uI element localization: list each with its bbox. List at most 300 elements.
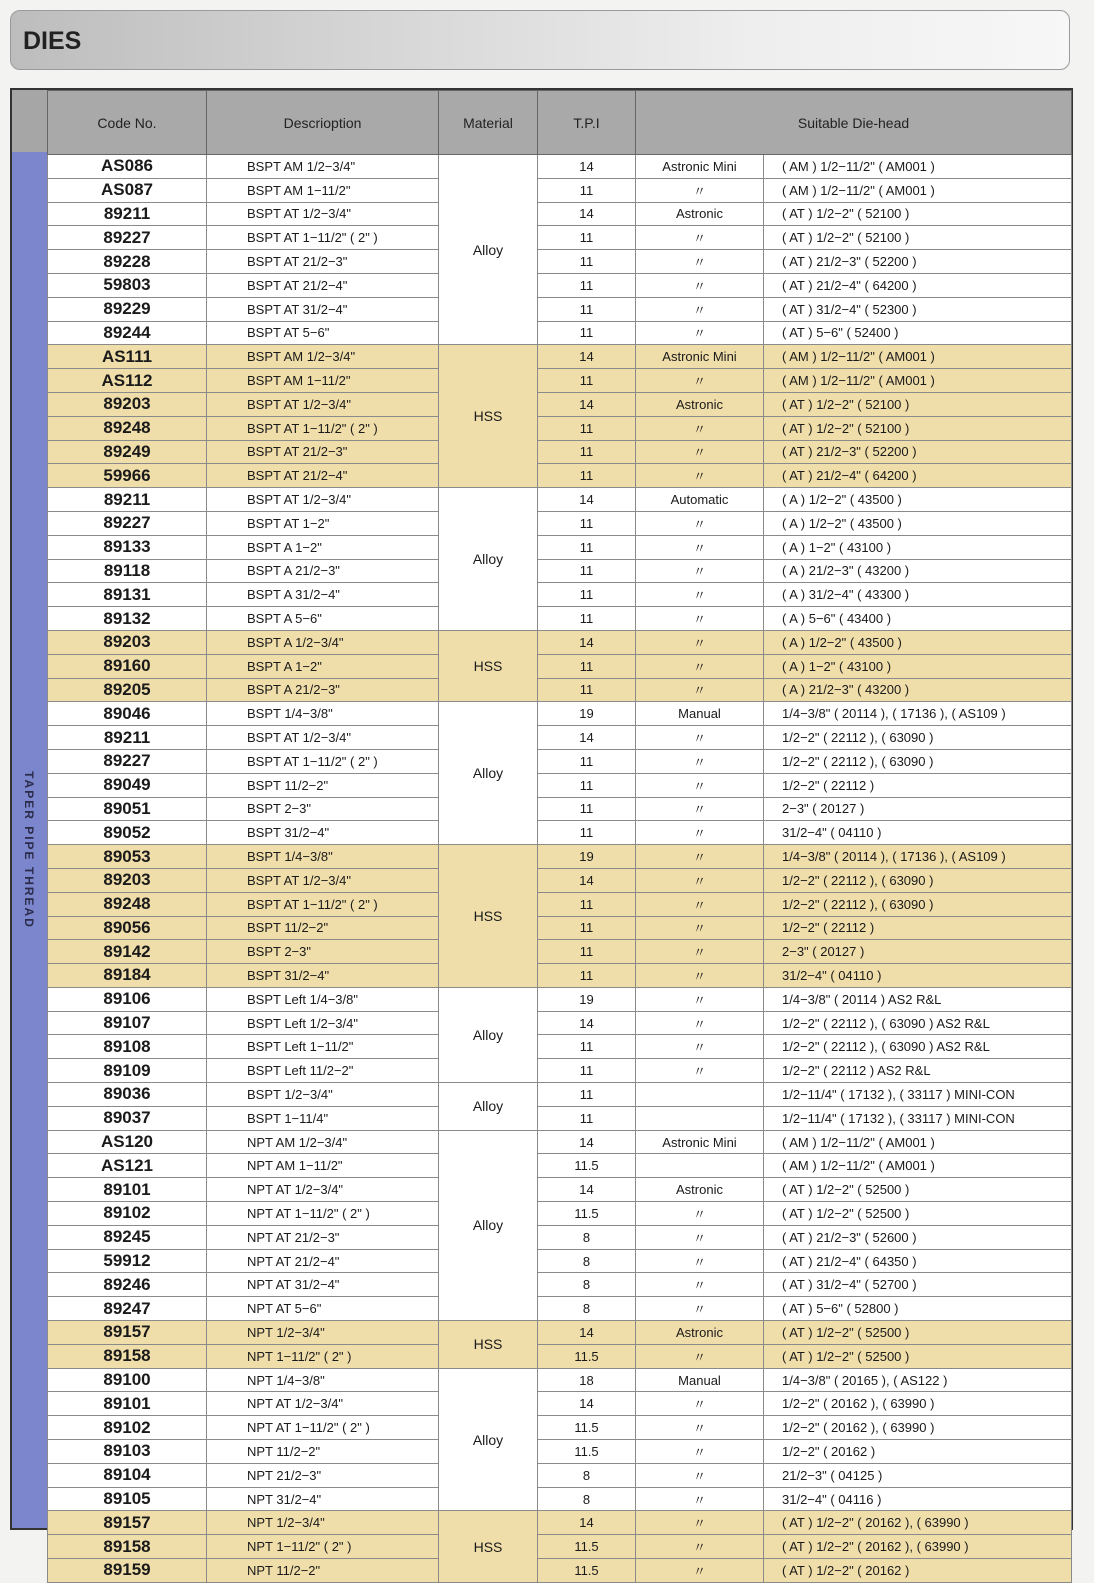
die-head-type-cell: 〃	[636, 773, 764, 797]
tpi-cell: 11	[538, 1059, 636, 1083]
table-row	[48, 821, 1072, 845]
tpi-cell: 11.5	[538, 1440, 636, 1464]
suitable-die-head-cell: 21/2−3" ( 04125 )	[764, 1463, 1072, 1487]
table-row	[48, 726, 1072, 750]
die-head-type-cell: Manual	[636, 1368, 764, 1392]
suitable-die-head-cell: ( AT ) 1/2−2" ( 52100 )	[764, 416, 1072, 440]
code-cell: 89157	[48, 1321, 207, 1345]
tpi-cell: 11	[538, 464, 636, 488]
die-head-type-cell: 〃	[636, 678, 764, 702]
die-head-type-cell: 〃	[636, 321, 764, 345]
code-cell: 89245	[48, 1225, 207, 1249]
die-head-type-cell: 〃	[636, 297, 764, 321]
die-head-type-cell: 〃	[636, 226, 764, 250]
code-cell: 89102	[48, 1202, 207, 1226]
description-cell: NPT 1/2−3/4"	[207, 1511, 439, 1535]
description-cell: BSPT 1/2−3/4"	[207, 1083, 439, 1107]
material-cell: Alloy	[439, 1083, 538, 1131]
table-row	[48, 678, 1072, 702]
suitable-die-head-cell: ( AM ) 1/2−11/2" ( AM001 )	[764, 1130, 1072, 1154]
tpi-cell: 14	[538, 488, 636, 512]
code-cell: AS086	[48, 155, 207, 179]
die-head-type-cell: 〃	[636, 1440, 764, 1464]
suitable-die-head-cell: ( AM ) 1/2−11/2" ( AM001 )	[764, 178, 1072, 202]
suitable-die-head-cell: ( AM ) 1/2−11/2" ( AM001 )	[764, 155, 1072, 179]
code-cell: 89203	[48, 868, 207, 892]
die-head-type-cell	[636, 1083, 764, 1107]
material-cell: Alloy	[439, 488, 538, 631]
tpi-cell: 14	[538, 345, 636, 369]
side-bar	[12, 152, 48, 1528]
code-cell: 89104	[48, 1463, 207, 1487]
description-cell: BSPT Left 1/4−3/8"	[207, 987, 439, 1011]
tpi-cell: 11.5	[538, 1202, 636, 1226]
description-cell: BSPT A 21/2−3"	[207, 559, 439, 583]
die-head-type-cell: 〃	[636, 892, 764, 916]
die-head-type-cell: 〃	[636, 1559, 764, 1583]
tpi-cell: 8	[538, 1249, 636, 1273]
dies-table	[47, 90, 1072, 1583]
suitable-die-head-cell: ( AT ) 1/2−2" ( 52100 )	[764, 392, 1072, 416]
code-cell: 89108	[48, 1035, 207, 1059]
description-cell: BSPT AT 21/2−4"	[207, 273, 439, 297]
die-head-type-cell: 〃	[636, 440, 764, 464]
tpi-cell: 11	[538, 273, 636, 297]
description-cell: BSPT AT 1−11/2" ( 2" )	[207, 226, 439, 250]
suitable-die-head-cell: ( AM ) 1/2−11/2" ( AM001 )	[764, 1154, 1072, 1178]
table-row	[48, 345, 1072, 369]
description-cell: NPT AT 1−11/2" ( 2" )	[207, 1202, 439, 1226]
table-row	[48, 892, 1072, 916]
tpi-cell: 18	[538, 1368, 636, 1392]
table-row	[48, 1392, 1072, 1416]
suitable-die-head-cell: ( AT ) 5−6" ( 52800 )	[764, 1297, 1072, 1321]
description-cell: BSPT 11/2−2"	[207, 773, 439, 797]
description-cell: NPT AT 21/2−4"	[207, 1249, 439, 1273]
die-head-type-cell: 〃	[636, 1463, 764, 1487]
suitable-die-head-cell: ( A ) 1−2" ( 43100 )	[764, 535, 1072, 559]
description-cell: BSPT AT 1/2−3/4"	[207, 488, 439, 512]
die-head-type-cell: Astronic Mini	[636, 1130, 764, 1154]
die-head-type-cell: 〃	[636, 1035, 764, 1059]
tpi-cell: 19	[538, 987, 636, 1011]
die-head-type-cell: 〃	[636, 1011, 764, 1035]
die-head-type-cell: 〃	[636, 845, 764, 869]
description-cell: NPT 1/2−3/4"	[207, 1321, 439, 1345]
tpi-cell: 11	[538, 1106, 636, 1130]
table-row	[48, 155, 1072, 179]
table-row	[48, 1511, 1072, 1535]
description-cell: BSPT A 21/2−3"	[207, 678, 439, 702]
code-cell: 89132	[48, 607, 207, 631]
description-cell: NPT 1−11/2" ( 2" )	[207, 1535, 439, 1559]
description-cell: NPT 21/2−3"	[207, 1463, 439, 1487]
suitable-die-head-cell: ( A ) 1/2−2" ( 43500 )	[764, 511, 1072, 535]
tpi-cell: 11	[538, 773, 636, 797]
material-cell: Alloy	[439, 1368, 538, 1511]
code-cell: 89157	[48, 1511, 207, 1535]
table-row	[48, 511, 1072, 535]
description-cell: BSPT AT 1/2−3/4"	[207, 202, 439, 226]
code-cell: 89247	[48, 1297, 207, 1321]
tpi-cell: 11	[538, 1083, 636, 1107]
tpi-cell: 14	[538, 630, 636, 654]
die-head-type-cell: 〃	[636, 1535, 764, 1559]
code-cell: 89205	[48, 678, 207, 702]
table-row	[48, 987, 1072, 1011]
suitable-die-head-cell: 2−3" ( 20127 )	[764, 940, 1072, 964]
table-row	[48, 1035, 1072, 1059]
suitable-die-head-cell: ( AT ) 21/2−3" ( 52200 )	[764, 250, 1072, 274]
suitable-die-head-cell: ( AT ) 1/2−2" ( 52500 )	[764, 1321, 1072, 1345]
description-cell: BSPT 1/4−3/8"	[207, 702, 439, 726]
tpi-cell: 11	[538, 559, 636, 583]
die-head-type-cell: Astronic	[636, 202, 764, 226]
die-head-type-cell: 〃	[636, 1297, 764, 1321]
description-cell: BSPT AT 1−2"	[207, 511, 439, 535]
material-cell: HSS	[439, 345, 538, 488]
suitable-die-head-cell: 1/2−2" ( 22112 ), ( 63090 )	[764, 868, 1072, 892]
code-cell: 89248	[48, 416, 207, 440]
code-cell: 89227	[48, 511, 207, 535]
suitable-die-head-cell: 31/2−4" ( 04110 )	[764, 821, 1072, 845]
description-cell: BSPT 2−3"	[207, 940, 439, 964]
description-cell: BSPT AT 21/2−3"	[207, 250, 439, 274]
table-row	[48, 202, 1072, 226]
code-cell: 59966	[48, 464, 207, 488]
tpi-cell: 11	[538, 511, 636, 535]
table-row	[48, 1202, 1072, 1226]
die-head-type-cell: 〃	[636, 416, 764, 440]
code-cell: 89133	[48, 535, 207, 559]
tpi-cell: 8	[538, 1463, 636, 1487]
code-cell: AS111	[48, 345, 207, 369]
suitable-die-head-cell: 1/2−11/4" ( 17132 ), ( 33117 ) MINI-CON	[764, 1083, 1072, 1107]
die-head-type-cell: 〃	[636, 940, 764, 964]
suitable-die-head-cell: ( AT ) 1/2−2" ( 20162 )	[764, 1559, 1072, 1583]
code-cell: 89056	[48, 916, 207, 940]
tpi-cell: 11	[538, 916, 636, 940]
suitable-die-head-cell: ( AM ) 1/2−11/2" ( AM001 )	[764, 369, 1072, 393]
code-cell: 89248	[48, 892, 207, 916]
page-title: DIES	[23, 27, 82, 55]
die-head-type-cell: 〃	[636, 987, 764, 1011]
die-head-type-cell: 〃	[636, 1392, 764, 1416]
description-cell: BSPT Left 11/2−2"	[207, 1059, 439, 1083]
die-head-type-cell: 〃	[636, 1344, 764, 1368]
description-cell: BSPT Left 1/2−3/4"	[207, 1011, 439, 1035]
tpi-cell: 11.5	[538, 1344, 636, 1368]
code-cell: 89037	[48, 1106, 207, 1130]
description-cell: BSPT AT 21/2−4"	[207, 464, 439, 488]
suitable-die-head-cell: ( AT ) 31/2−4" ( 52300 )	[764, 297, 1072, 321]
table-row	[48, 868, 1072, 892]
die-head-type-cell: 〃	[636, 250, 764, 274]
table-row	[48, 1059, 1072, 1083]
suitable-die-head-cell: ( AT ) 1/2−2" ( 20162 ), ( 63990 )	[764, 1535, 1072, 1559]
tpi-cell: 11	[538, 749, 636, 773]
code-cell: 89203	[48, 630, 207, 654]
suitable-die-head-cell: 1/2−2" ( 22112 ) AS2 R&L	[764, 1059, 1072, 1083]
code-cell: 89244	[48, 321, 207, 345]
tpi-cell: 11	[538, 797, 636, 821]
description-cell: BSPT A 1/2−3/4"	[207, 630, 439, 654]
tpi-cell: 11	[538, 654, 636, 678]
table-row	[48, 1130, 1072, 1154]
table-row	[48, 583, 1072, 607]
table-row	[48, 226, 1072, 250]
tpi-cell: 11	[538, 1035, 636, 1059]
description-cell: BSPT A 1−2"	[207, 535, 439, 559]
suitable-die-head-cell: ( AT ) 1/2−2" ( 52100 )	[764, 202, 1072, 226]
die-head-type-cell: 〃	[636, 511, 764, 535]
table-row	[48, 1225, 1072, 1249]
code-cell: 89142	[48, 940, 207, 964]
suitable-die-head-cell: ( A ) 1/2−2" ( 43500 )	[764, 488, 1072, 512]
die-head-type-cell: 〃	[636, 273, 764, 297]
die-head-type-cell: Automatic	[636, 488, 764, 512]
code-cell: 89101	[48, 1178, 207, 1202]
suitable-die-head-cell: 1/2−2" ( 22112 ), ( 63090 ) AS2 R&L	[764, 1011, 1072, 1035]
tpi-cell: 11.5	[538, 1416, 636, 1440]
code-cell: 89158	[48, 1535, 207, 1559]
die-head-type-cell: Astronic	[636, 1178, 764, 1202]
description-cell: BSPT 11/2−2"	[207, 916, 439, 940]
suitable-die-head-cell: 1/4−3/8" ( 20114 ) AS2 R&L	[764, 987, 1072, 1011]
table-row	[48, 749, 1072, 773]
dies-table-wrapper	[10, 88, 1073, 1580]
code-cell: 89106	[48, 987, 207, 1011]
tpi-cell: 11	[538, 440, 636, 464]
material-cell: Alloy	[439, 987, 538, 1082]
material-cell: Alloy	[439, 155, 538, 345]
table-header-row	[48, 91, 1072, 155]
die-head-type-cell: 〃	[636, 630, 764, 654]
die-head-type-cell: 〃	[636, 654, 764, 678]
table-row	[48, 464, 1072, 488]
table-row	[48, 535, 1072, 559]
suitable-die-head-cell: 1/4−3/8" ( 20114 ), ( 17136 ), ( AS109 )	[764, 845, 1072, 869]
table-row	[48, 559, 1072, 583]
table-row	[48, 702, 1072, 726]
suitable-die-head-cell: ( AT ) 1/2−2" ( 20162 ), ( 63990 )	[764, 1511, 1072, 1535]
suitable-die-head-cell: 1/2−2" ( 22112 )	[764, 916, 1072, 940]
table-row	[48, 1106, 1072, 1130]
die-head-type-cell: 〃	[636, 868, 764, 892]
table-row	[48, 797, 1072, 821]
table-row	[48, 1297, 1072, 1321]
tpi-cell: 14	[538, 1011, 636, 1035]
description-cell: NPT AM 1/2−3/4"	[207, 1130, 439, 1154]
table-row	[48, 654, 1072, 678]
table-row	[48, 1344, 1072, 1368]
description-cell: BSPT AT 1/2−3/4"	[207, 726, 439, 750]
suitable-die-head-cell: 1/2−2" ( 22112 ), ( 63090 )	[764, 726, 1072, 750]
suitable-die-head-cell: 1/2−2" ( 20162 ), ( 63990 )	[764, 1416, 1072, 1440]
table-row	[48, 1416, 1072, 1440]
die-head-type-cell: 〃	[636, 916, 764, 940]
tpi-cell: 14	[538, 202, 636, 226]
suitable-die-head-cell: ( AT ) 1/2−2" ( 52500 )	[764, 1178, 1072, 1202]
code-cell: 89103	[48, 1440, 207, 1464]
suitable-die-head-cell: 1/2−2" ( 20162 ), ( 63990 )	[764, 1392, 1072, 1416]
description-cell: BSPT AM 1−11/2"	[207, 369, 439, 393]
table-row	[48, 916, 1072, 940]
table-row	[48, 1321, 1072, 1345]
tpi-cell: 14	[538, 1178, 636, 1202]
code-cell: AS112	[48, 369, 207, 393]
tpi-cell: 14	[538, 1130, 636, 1154]
table-row	[48, 1368, 1072, 1392]
table-row	[48, 440, 1072, 464]
tpi-cell: 11	[538, 535, 636, 559]
header-code: Code No.	[48, 91, 207, 155]
code-cell: 89229	[48, 297, 207, 321]
tpi-cell: 8	[538, 1487, 636, 1511]
table-row	[48, 1249, 1072, 1273]
suitable-die-head-cell: 1/2−2" ( 22112 )	[764, 773, 1072, 797]
code-cell: 89107	[48, 1011, 207, 1035]
code-cell: 89211	[48, 202, 207, 226]
description-cell: NPT 1−11/2" ( 2" )	[207, 1344, 439, 1368]
material-cell: HSS	[439, 1321, 538, 1369]
table-row	[48, 1178, 1072, 1202]
tpi-cell: 14	[538, 392, 636, 416]
tpi-cell: 11	[538, 678, 636, 702]
die-head-type-cell: 〃	[636, 178, 764, 202]
tpi-cell: 19	[538, 845, 636, 869]
tpi-cell: 11	[538, 321, 636, 345]
code-cell: 89203	[48, 392, 207, 416]
tpi-cell: 8	[538, 1273, 636, 1297]
code-cell: 89211	[48, 726, 207, 750]
description-cell: BSPT AT 1−11/2" ( 2" )	[207, 892, 439, 916]
code-cell: AS120	[48, 1130, 207, 1154]
code-cell: 89036	[48, 1083, 207, 1107]
code-cell: 89158	[48, 1344, 207, 1368]
description-cell: BSPT AT 5−6"	[207, 321, 439, 345]
tpi-cell: 14	[538, 1392, 636, 1416]
description-cell: NPT AM 1−11/2"	[207, 1154, 439, 1178]
tpi-cell: 11	[538, 226, 636, 250]
die-head-type-cell: 〃	[636, 1273, 764, 1297]
description-cell: NPT AT 5−6"	[207, 1297, 439, 1321]
tpi-cell: 11	[538, 178, 636, 202]
suitable-die-head-cell: ( AT ) 21/2−3" ( 52200 )	[764, 440, 1072, 464]
tpi-cell: 14	[538, 1321, 636, 1345]
suitable-die-head-cell: ( AT ) 1/2−2" ( 52500 )	[764, 1344, 1072, 1368]
table-row	[48, 273, 1072, 297]
code-cell: 89100	[48, 1368, 207, 1392]
die-head-type-cell: Astronic Mini	[636, 155, 764, 179]
description-cell: BSPT 31/2−4"	[207, 964, 439, 988]
suitable-die-head-cell: ( AT ) 5−6" ( 52400 )	[764, 321, 1072, 345]
tpi-cell: 14	[538, 868, 636, 892]
tpi-cell: 11	[538, 892, 636, 916]
table-row	[48, 297, 1072, 321]
suitable-die-head-cell: 1/2−11/4" ( 17132 ), ( 33117 ) MINI-CON	[764, 1106, 1072, 1130]
side-label: TAPER PIPE THREAD	[22, 771, 36, 929]
die-head-type-cell: 〃	[636, 1059, 764, 1083]
code-cell: 89131	[48, 583, 207, 607]
description-cell: BSPT AT 1−11/2" ( 2" )	[207, 416, 439, 440]
die-head-type-cell: Astronic	[636, 392, 764, 416]
die-head-type-cell	[636, 1106, 764, 1130]
suitable-die-head-cell: ( A ) 21/2−3" ( 43200 )	[764, 559, 1072, 583]
description-cell: NPT 11/2−2"	[207, 1440, 439, 1464]
suitable-die-head-cell: 31/2−4" ( 04110 )	[764, 964, 1072, 988]
suitable-die-head-cell: ( AT ) 1/2−2" ( 52100 )	[764, 226, 1072, 250]
die-head-type-cell: 〃	[636, 607, 764, 631]
die-head-type-cell: 〃	[636, 1249, 764, 1273]
description-cell: BSPT A 1−2"	[207, 654, 439, 678]
suitable-die-head-cell: ( A ) 21/2−3" ( 43200 )	[764, 678, 1072, 702]
tpi-cell: 11	[538, 607, 636, 631]
die-head-type-cell: 〃	[636, 726, 764, 750]
die-head-type-cell: 〃	[636, 535, 764, 559]
code-cell: AS087	[48, 178, 207, 202]
tpi-cell: 11	[538, 297, 636, 321]
code-cell: 89227	[48, 749, 207, 773]
table-row	[48, 607, 1072, 631]
description-cell: BSPT 31/2−4"	[207, 821, 439, 845]
title-bar	[10, 10, 1070, 70]
description-cell: BSPT A 31/2−4"	[207, 583, 439, 607]
tpi-cell: 11.5	[538, 1535, 636, 1559]
code-cell: 89249	[48, 440, 207, 464]
suitable-die-head-cell: ( A ) 1/2−2" ( 43500 )	[764, 630, 1072, 654]
suitable-die-head-cell: ( AT ) 31/2−4" ( 52700 )	[764, 1273, 1072, 1297]
tpi-cell: 8	[538, 1225, 636, 1249]
die-head-type-cell: 〃	[636, 464, 764, 488]
tpi-cell: 14	[538, 155, 636, 179]
code-cell: 89159	[48, 1559, 207, 1583]
tpi-cell: 11	[538, 369, 636, 393]
code-cell: 89160	[48, 654, 207, 678]
die-head-type-cell: 〃	[636, 1416, 764, 1440]
suitable-die-head-cell: ( A ) 5−6" ( 43400 )	[764, 607, 1072, 631]
table-row	[48, 630, 1072, 654]
table-row	[48, 1273, 1072, 1297]
tpi-cell: 14	[538, 726, 636, 750]
table-row	[48, 1154, 1072, 1178]
suitable-die-head-cell: 2−3" ( 20127 )	[764, 797, 1072, 821]
suitable-die-head-cell: ( A ) 1−2" ( 43100 )	[764, 654, 1072, 678]
table-row	[48, 416, 1072, 440]
suitable-die-head-cell: ( AM ) 1/2−11/2" ( AM001 )	[764, 345, 1072, 369]
suitable-die-head-cell: ( AT ) 21/2−4" ( 64350 )	[764, 1249, 1072, 1273]
code-cell: 89105	[48, 1487, 207, 1511]
description-cell: BSPT Left 1−11/2"	[207, 1035, 439, 1059]
header-corner	[12, 90, 48, 153]
suitable-die-head-cell: ( AT ) 21/2−4" ( 64200 )	[764, 273, 1072, 297]
suitable-die-head-cell: ( AT ) 21/2−4" ( 64200 )	[764, 464, 1072, 488]
code-cell: 89118	[48, 559, 207, 583]
suitable-die-head-cell: 31/2−4" ( 04116 )	[764, 1487, 1072, 1511]
die-head-type-cell: Astronic Mini	[636, 345, 764, 369]
table-row	[48, 1559, 1072, 1583]
header-description: Descrioption	[207, 91, 439, 155]
die-head-type-cell: 〃	[636, 1225, 764, 1249]
die-head-type-cell: 〃	[636, 964, 764, 988]
description-cell: NPT AT 1/2−3/4"	[207, 1392, 439, 1416]
description-cell: BSPT AM 1/2−3/4"	[207, 345, 439, 369]
die-head-type-cell: Manual	[636, 702, 764, 726]
table-row	[48, 1083, 1072, 1107]
material-cell: Alloy	[439, 1130, 538, 1320]
description-cell: BSPT AT 1/2−3/4"	[207, 868, 439, 892]
code-cell: 89184	[48, 964, 207, 988]
